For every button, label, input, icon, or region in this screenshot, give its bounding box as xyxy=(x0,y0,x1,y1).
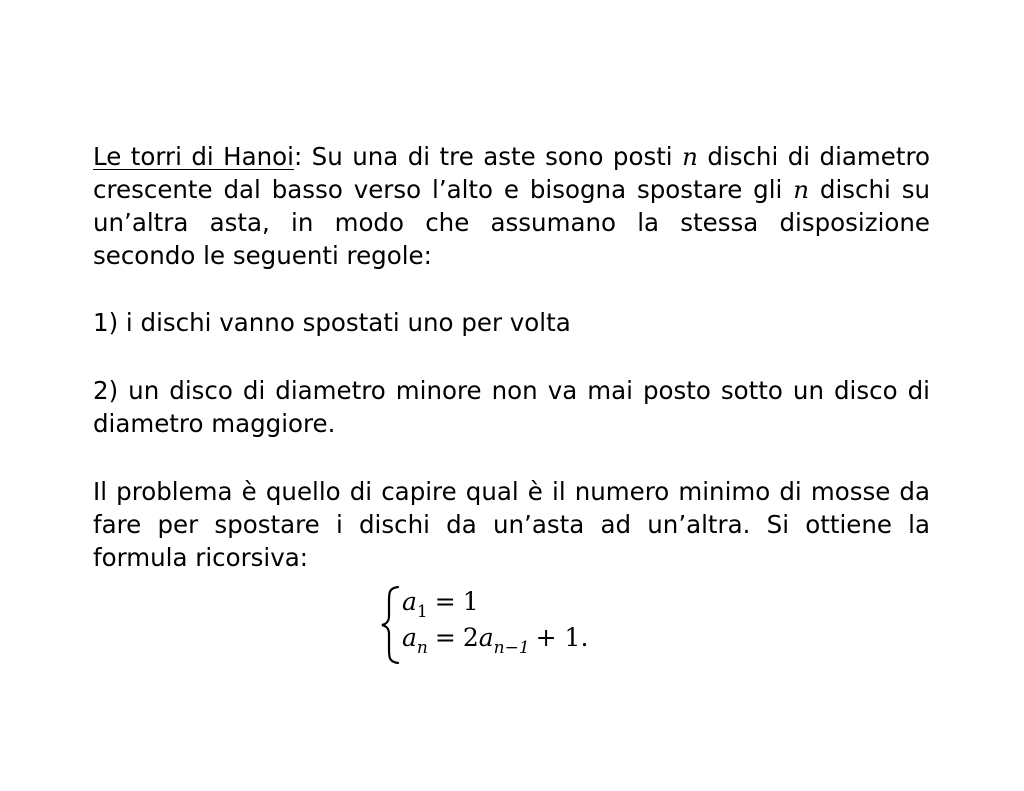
eq1-variable: a xyxy=(402,587,417,616)
variable-n-first: n xyxy=(682,142,698,171)
eq2-subscript-2: n−1 xyxy=(493,638,530,658)
variable-n-second: n xyxy=(793,175,809,204)
eq1-subscript: 1 xyxy=(416,602,428,622)
eq2-equals: = xyxy=(434,623,456,652)
intro-paragraph xyxy=(93,140,930,272)
recursive-case-equation xyxy=(402,623,589,658)
eq2-tail: + 1. xyxy=(535,623,589,652)
left-brace xyxy=(380,585,400,665)
recursive-formula xyxy=(380,585,640,665)
intro-text-2: dischi di diametro crescente dal basso verso l’alto e bisogna spostare gli xyxy=(93,142,930,204)
rule-1: 1) i dischi vanno spostati uno per volta xyxy=(93,308,571,337)
intro-text-1: : Su una di tre aste sono posti xyxy=(293,142,683,171)
intro-text-3: dischi su un’altra asta, in modo che assumano la stessa disposizione secondo le seguenti regole: xyxy=(93,175,931,270)
problem-paragraph: Il problema è quello di capire qual è il numero minimo di mosse da fare per spostare i dischi da un’asta ad un’altra. Si ottiene la formula ricorsiva: xyxy=(93,477,930,572)
base-case-equation xyxy=(402,587,479,622)
eq1-equals: = xyxy=(434,587,456,616)
section-title: Le torri di Hanoi xyxy=(93,142,294,171)
eq2-variable-2: a xyxy=(478,623,494,652)
eq2-variable: a xyxy=(402,623,417,652)
eq2-coefficient: 2 xyxy=(462,623,479,652)
eq2-subscript: n xyxy=(416,638,428,658)
rule-2: 2) un disco di diametro minore non va mai posto sotto un disco di diametro maggiore. xyxy=(93,376,930,438)
eq1-rhs: 1 xyxy=(462,587,479,616)
